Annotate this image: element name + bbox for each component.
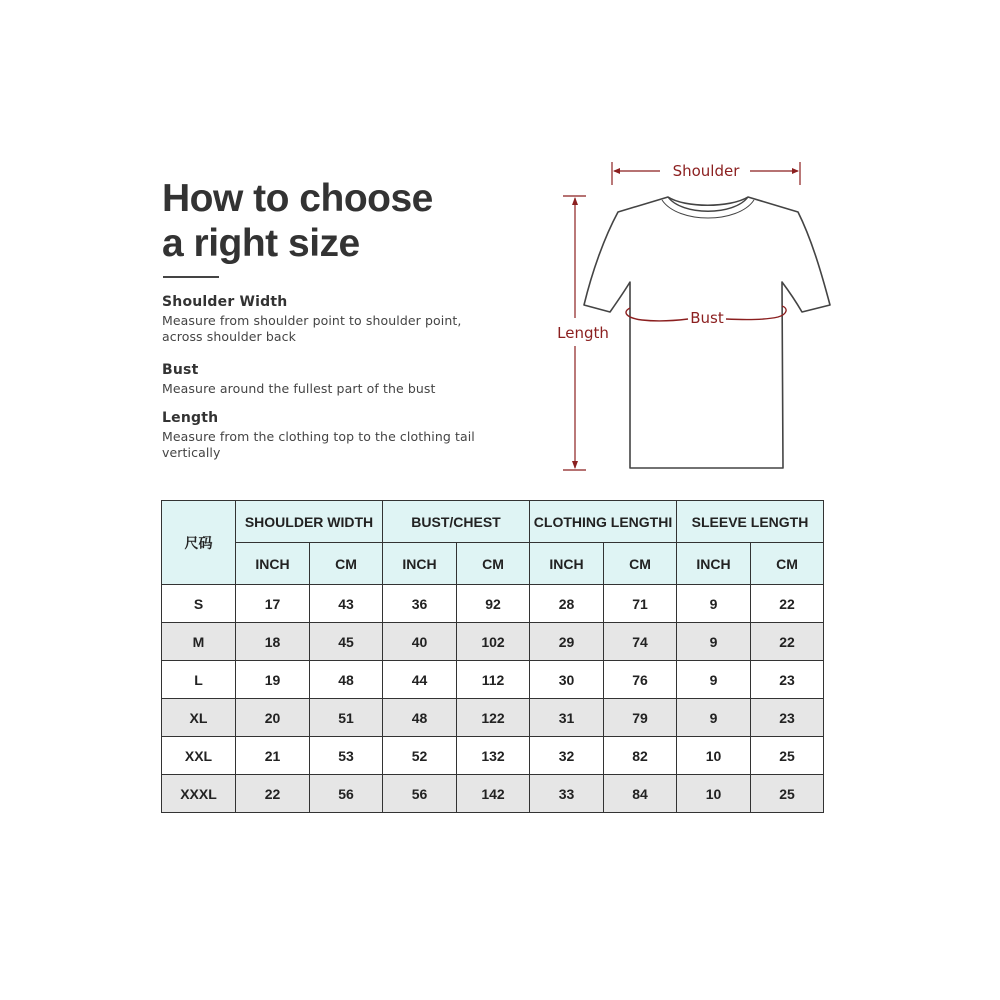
table-cell: 36: [383, 585, 457, 623]
size-cell: XXL: [162, 737, 236, 775]
group-header-clothing-length: CLOTHING LENGTHI: [530, 501, 677, 543]
table-cell: 19: [236, 661, 310, 699]
size-cell: XL: [162, 699, 236, 737]
guide-description: Measure around the fullest part of the bust: [162, 381, 436, 396]
table-cell: 132: [457, 737, 530, 775]
table-cell: 9: [677, 623, 751, 661]
table-cell: 9: [677, 699, 751, 737]
group-header-bust-chest: BUST/CHEST: [383, 501, 530, 543]
table-cell: 22: [751, 623, 824, 661]
unit-header: INCH: [383, 543, 457, 585]
table-cell: 84: [604, 775, 677, 813]
table-row: [162, 623, 824, 661]
shoulder-label: Shoulder: [672, 162, 740, 180]
table-cell: 92: [457, 585, 530, 623]
table-cell: 142: [457, 775, 530, 813]
size-chart: [161, 500, 824, 813]
table-cell: 44: [383, 661, 457, 699]
table-cell: 29: [530, 623, 604, 661]
size-cell: XXXL: [162, 775, 236, 813]
group-header-sleeve-length: SLEEVE LENGTH: [677, 501, 824, 543]
length-label: Length: [557, 324, 609, 342]
tshirt-outline: [584, 197, 830, 468]
table-cell: 102: [457, 623, 530, 661]
table-cell: 112: [457, 661, 530, 699]
size-table: [161, 500, 824, 813]
table-cell: 32: [530, 737, 604, 775]
unit-header: INCH: [530, 543, 604, 585]
size-cell: M: [162, 623, 236, 661]
unit-header: CM: [457, 543, 530, 585]
table-cell: 18: [236, 623, 310, 661]
tshirt-measurement-diagram: [550, 150, 850, 485]
table-cell: 76: [604, 661, 677, 699]
table-cell: 33: [530, 775, 604, 813]
unit-header: INCH: [236, 543, 310, 585]
unit-header: INCH: [677, 543, 751, 585]
title-underline: [163, 276, 219, 278]
table-cell: 28: [530, 585, 604, 623]
size-cell: S: [162, 585, 236, 623]
table-row: [162, 585, 824, 623]
table-cell: 21: [236, 737, 310, 775]
table-cell: 10: [677, 775, 751, 813]
table-cell: 20: [236, 699, 310, 737]
bust-label: Bust: [690, 309, 724, 327]
guide-description: Measure from the clothing top to the clothing tail vertically: [162, 429, 475, 460]
table-cell: 22: [751, 585, 824, 623]
table-cell: 31: [530, 699, 604, 737]
guide-bust: [162, 362, 502, 397]
guide-heading: Bust: [162, 362, 199, 378]
guide-heading: Shoulder Width: [162, 294, 288, 310]
table-row: [162, 661, 824, 699]
table-cell: 10: [677, 737, 751, 775]
table-cell: 48: [310, 661, 383, 699]
table-cell: 17: [236, 585, 310, 623]
table-cell: 25: [751, 775, 824, 813]
table-cell: 9: [677, 661, 751, 699]
table-cell: 22: [236, 775, 310, 813]
guide-heading: Length: [162, 410, 219, 426]
table-cell: 71: [604, 585, 677, 623]
size-column-header: 尺码: [162, 501, 236, 585]
table-cell: 43: [310, 585, 383, 623]
table-cell: 48: [383, 699, 457, 737]
table-cell: 30: [530, 661, 604, 699]
table-cell: 56: [383, 775, 457, 813]
table-row: [162, 775, 824, 813]
table-cell: 51: [310, 699, 383, 737]
group-header-shoulder-width: SHOULDER WIDTH: [236, 501, 383, 543]
table-cell: 79: [604, 699, 677, 737]
table-cell: 25: [751, 737, 824, 775]
table-cell: 23: [751, 661, 824, 699]
unit-header: CM: [604, 543, 677, 585]
table-row: [162, 737, 824, 775]
table-cell: 53: [310, 737, 383, 775]
title-line-1: How to choose: [162, 177, 433, 220]
table-cell: 74: [604, 623, 677, 661]
table-cell: 45: [310, 623, 383, 661]
table-cell: 52: [383, 737, 457, 775]
table-cell: 82: [604, 737, 677, 775]
table-row: [162, 699, 824, 737]
table-cell: 9: [677, 585, 751, 623]
title-line-2: a right size: [162, 222, 360, 265]
unit-header: CM: [310, 543, 383, 585]
page-title: [162, 176, 433, 266]
guide-description: Measure from shoulder point to shoulder point, across shoulder back: [162, 313, 462, 344]
table-cell: 56: [310, 775, 383, 813]
guide-length: [162, 410, 502, 461]
table-cell: 122: [457, 699, 530, 737]
table-cell: 23: [751, 699, 824, 737]
size-cell: L: [162, 661, 236, 699]
table-cell: 40: [383, 623, 457, 661]
unit-header: CM: [751, 543, 824, 585]
guide-shoulder-width: [162, 294, 502, 345]
